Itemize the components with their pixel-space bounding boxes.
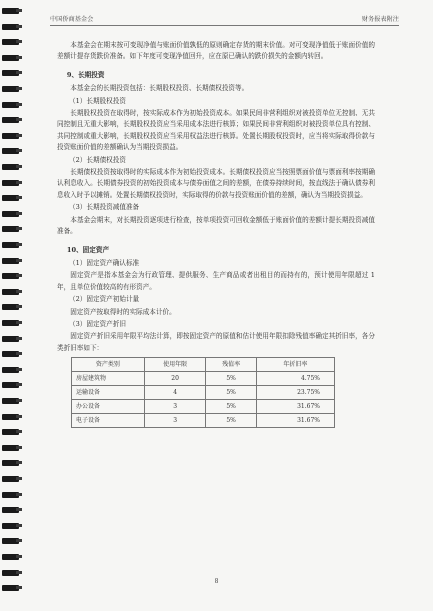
binding-holes bbox=[0, 0, 34, 611]
binding-hole bbox=[2, 320, 19, 326]
header-section-title: 财务报表附注 bbox=[361, 16, 399, 23]
binding-hole bbox=[2, 429, 19, 435]
binding-hole bbox=[2, 492, 19, 498]
paragraph-recognition-criteria: 固定资产是指本基金会为行政管理、提供服务、生产商品或者出租目的而持有的，预计使用年限超过 1 年，且单位价值较高的有形资产。 bbox=[57, 271, 375, 291]
table-cell: 4 bbox=[144, 386, 206, 400]
table-cell: 3 bbox=[144, 400, 206, 414]
binding-hole bbox=[2, 523, 19, 529]
table-cell: 5% bbox=[206, 386, 256, 400]
binding-hole bbox=[2, 242, 19, 248]
binding-hole bbox=[2, 24, 19, 30]
paragraph-depreciation: 固定资产折旧采用年限平均法计算，即按固定资产的原值和估计使用年限扣除残值率确定其折旧率，各分类折旧率如下： bbox=[57, 332, 375, 352]
binding-hole bbox=[2, 538, 19, 544]
binding-hole bbox=[2, 86, 19, 92]
binding-hole bbox=[2, 554, 19, 560]
depreciation-table bbox=[71, 357, 335, 428]
binding-hole bbox=[2, 211, 19, 217]
document-body bbox=[57, 40, 375, 428]
table-header-row bbox=[72, 358, 335, 372]
table-cell: 23.75% bbox=[256, 386, 334, 400]
binding-hole bbox=[2, 148, 19, 154]
table-cell: 5% bbox=[206, 400, 256, 414]
table-cell: 房屋建筑物 bbox=[72, 372, 145, 386]
page-header bbox=[50, 9, 399, 26]
binding-hole bbox=[2, 39, 19, 45]
paragraph-inventory-impairment: 本基金会在期末按可变现净值与账面价值孰低的原则确定存货的期末价值。对可变现净值低于账面价值的差额计提存货跌价准备。如下年度可变现净值回升，应在原已确认的跌价损失的金额内转回。 bbox=[57, 41, 375, 61]
paragraph-long-term-investment: 本基金会的长期投资包括：长期股权投资、长期债权投资等。 bbox=[70, 84, 249, 93]
binding-hole bbox=[2, 570, 19, 576]
paragraph-initial-measurement: 固定资产按取得时的实际成本计价。 bbox=[70, 307, 176, 316]
table-row bbox=[72, 414, 335, 428]
binding-hole bbox=[2, 8, 19, 14]
binding-hole bbox=[2, 304, 19, 310]
binding-hole bbox=[2, 476, 19, 482]
binding-hole bbox=[2, 258, 19, 264]
paragraph-investment-impairment: 本基金会期末，对长期投资逐项进行检查，按单项投资可回收金额低于账面价值的差额计提长期投资减值准备。 bbox=[57, 215, 375, 236]
table-cell: 20 bbox=[144, 372, 206, 386]
table-row bbox=[72, 372, 335, 386]
binding-hole bbox=[2, 226, 19, 232]
binding-hole bbox=[2, 164, 19, 170]
heading-equity-investment: （1）长期股权投资 bbox=[69, 96, 126, 105]
heading-recognition-criteria: （1）固定资产确认标准 bbox=[69, 258, 140, 267]
table-cell: 电子设备 bbox=[72, 414, 145, 428]
heading-fixed-assets: 10、固定资产 bbox=[66, 245, 110, 254]
binding-hole bbox=[2, 585, 19, 591]
paragraph-equity-investment: 长期股权投资在取得时，按实际成本作为初始投资成本。如果民间非营利组织对被投资单位无控制、无共同控制且无重大影响，长期股权投资应当采用成本法进行核算；如果民间非营利组织对被投资单位具有控制、共同控制或重大影响，长期股权投资应当采用权益法进行核算。处置长期股权投资时，应当将实际取得价款与投资账面价值的差额确认为当期投资损益。 bbox=[57, 109, 375, 152]
table-cell: 5% bbox=[206, 372, 256, 386]
column-header: 使用年限 bbox=[144, 358, 206, 372]
heading-initial-measurement: （2）固定资产初始计量 bbox=[69, 295, 140, 304]
binding-hole bbox=[2, 289, 19, 295]
binding-hole bbox=[2, 195, 19, 201]
table-cell: 4.75% bbox=[256, 372, 334, 386]
binding-hole bbox=[2, 507, 19, 513]
binding-hole bbox=[2, 133, 19, 139]
heading-long-term-investment: 9、长期投资 bbox=[66, 70, 105, 79]
table-cell: 3 bbox=[144, 414, 206, 428]
table-cell: 5% bbox=[206, 414, 256, 428]
heading-depreciation: （3）固定资产折旧 bbox=[69, 319, 126, 328]
table-cell: 办公设备 bbox=[72, 400, 145, 414]
binding-hole bbox=[2, 367, 19, 373]
binding-hole bbox=[2, 70, 19, 76]
table-cell: 运输设备 bbox=[72, 386, 145, 400]
binding-hole bbox=[2, 351, 19, 357]
heading-debt-investment: （2）长期债权投资 bbox=[69, 155, 126, 164]
binding-hole bbox=[2, 102, 19, 108]
binding-hole bbox=[2, 414, 19, 420]
binding-hole bbox=[2, 180, 19, 186]
column-header: 资产类别 bbox=[72, 358, 145, 372]
binding-hole bbox=[2, 460, 19, 466]
page-number: 8 bbox=[214, 578, 219, 585]
table-cell: 31.67% bbox=[256, 400, 334, 414]
header-organization: 中国侨商基金会 bbox=[50, 16, 94, 23]
heading-investment-impairment: （3）长期投资减值准备 bbox=[69, 203, 140, 212]
paragraph-debt-investment: 长期债权投资按取得时的实际成本作为初始投资成本。长期债权投资应当按照票面价值与票面利率按期确认利息收入。长期债券投资的初始投资成本与债券面值之间的差额，在债券持续时间，按直线法于确认债券利息收入时予以摊销。处置长期债权投资时，实际取得的价款与投资账面价值的差额，确认为当期投资损益。 bbox=[57, 168, 375, 199]
binding-hole bbox=[2, 55, 19, 61]
column-header: 残值率 bbox=[206, 358, 256, 372]
binding-hole bbox=[2, 445, 19, 451]
table-row bbox=[72, 386, 335, 400]
table-row bbox=[72, 400, 335, 414]
binding-hole bbox=[2, 273, 19, 279]
column-header: 年折旧率 bbox=[256, 358, 334, 372]
binding-hole bbox=[2, 336, 19, 342]
table-cell: 31.67% bbox=[256, 414, 334, 428]
binding-hole bbox=[2, 117, 19, 123]
binding-hole bbox=[2, 382, 19, 388]
binding-hole bbox=[2, 398, 19, 404]
